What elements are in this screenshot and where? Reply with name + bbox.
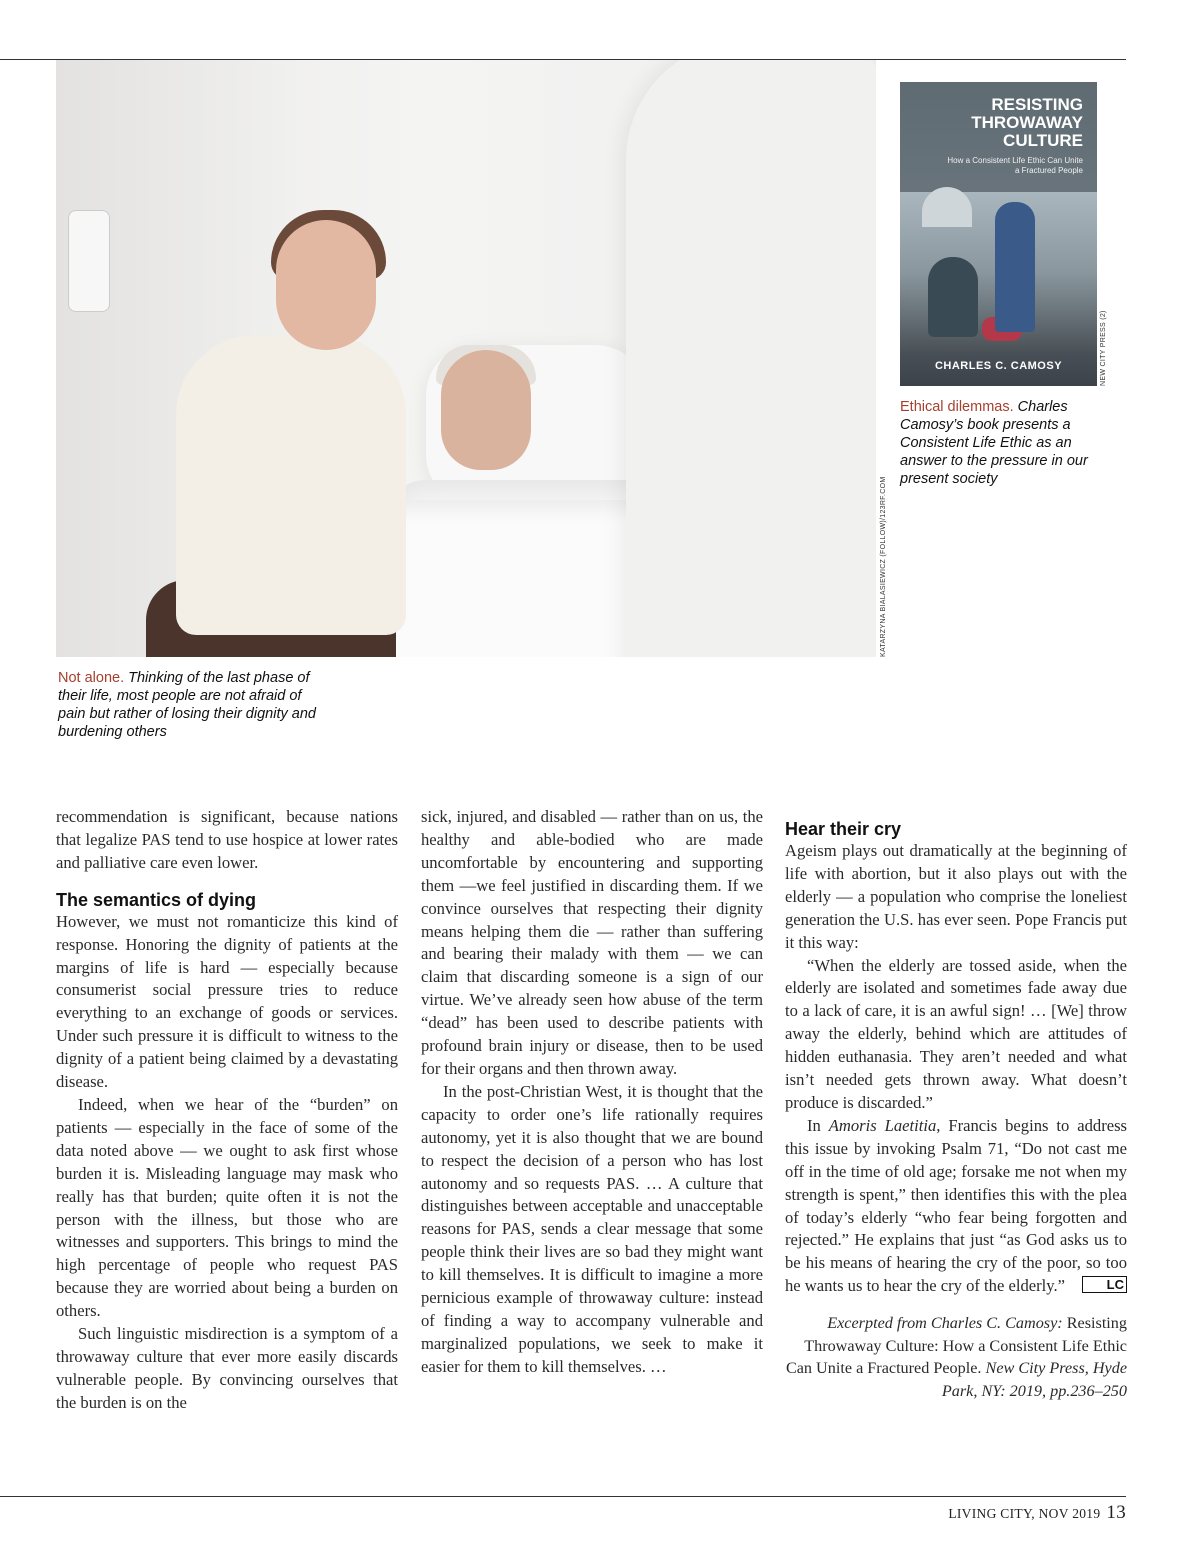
book-title bbox=[971, 96, 1083, 150]
excerpt-credit-c: New City Press, Hyde Park, NY: 2019, pp.236–250 bbox=[941, 1359, 1127, 1400]
end-mark-logo: LC bbox=[1082, 1276, 1127, 1293]
paragraph-text: In bbox=[807, 1115, 829, 1135]
quote-paragraph: “When the elderly are tossed aside, when the elderly are isolated and sometimes fade away due to a lack of care, it is an awful sign! … [We] throw away the elderly, behind which are attitudes of hidden euthanasia. They aren’t needed and what isn’t needed gets thrown away. What doesn’t produce is discarded.” bbox=[785, 955, 1127, 1112]
page-number: 13 bbox=[1106, 1502, 1126, 1523]
excerpt-credit-a: Excerpted from Charles C. Camosy: bbox=[827, 1314, 1067, 1333]
book-title-line: CULTURE bbox=[1003, 131, 1083, 150]
article-column-1 bbox=[56, 806, 398, 1415]
book-title-line: THROWAWAY bbox=[971, 113, 1083, 132]
paragraph: recommendation is significant, because nations that legalize PAS tend to use hospice at lower rates and palliative care even lower. bbox=[56, 807, 398, 872]
photo-caption bbox=[58, 669, 328, 741]
paragraph bbox=[785, 1115, 1127, 1298]
book-cover-seated-figure bbox=[928, 257, 978, 337]
book-caption-lead: Ethical dilemmas. bbox=[900, 399, 1014, 415]
iv-bag-icon bbox=[68, 210, 110, 312]
photo-credit: KATARZYNA BIALASIEWICZ (FOLLOW)/123RF.COM bbox=[880, 476, 887, 657]
photo-caption-lead: Not alone. bbox=[58, 670, 125, 686]
book-author: CHARLES C. CAMOSY bbox=[934, 360, 1063, 372]
photo-woman-body bbox=[176, 335, 406, 635]
photo-doctor bbox=[626, 60, 876, 657]
paragraph: In the post-Christian West, it is thought that the capacity to order one’s life rationally requires autonomy, yet it is also thought that we are bound to respect the decision of a person who has lost autonomy and so requests PAS. … A culture that distinguishes between acceptable and unacceptable reasons for PAS, sends a clear message that some people think their lives are so bad they might want to kill themselves. It is difficult to imagine a more pernicious example of throwaway culture: instead of finding a way to accompany vulnerable and marginalized populations, we seek to make it easier for them to kill themselves. … bbox=[421, 1081, 763, 1376]
article-column-3 bbox=[785, 806, 1127, 1402]
photo-caption-text: Thinking of the last phase of their life, most people are not afraid of pain but rather of losing their dignity and burdening others bbox=[58, 670, 316, 740]
document-title-italic: Amoris Laetitia bbox=[828, 1115, 937, 1135]
book-cover bbox=[900, 82, 1097, 386]
paragraph: Ageism plays out dramatically at the beginning of life with abortion, but it also plays out with the elderly — a population who comprise the loneliest generation the U.S. has ever seen. Pope Francis put it this way: bbox=[785, 841, 1127, 952]
paragraph: However, we must not romanticize this kind of response. Honoring the dignity of patients at the margins of life is hard — especially because consumerist social pressure tries to reduce everything to an exchange of goods or services. Under such pressure it is difficult to witness to the dignity of a patient being claimed by a devastating disease. bbox=[56, 911, 398, 1092]
book-title-line: RESISTING bbox=[991, 95, 1083, 114]
paragraph: Such linguistic misdirection is a symptom of a throwaway culture that ever more easily discards vulnerable people. By convincing ourselves that the burden is on the bbox=[56, 1324, 398, 1412]
photo-woman-head bbox=[276, 220, 376, 350]
excerpt-credit-b: Resisting Throwaway Culture: How a Consistent Life Ethic Can Unite a Fractured People. bbox=[785, 1314, 1127, 1378]
excerpt-credit bbox=[785, 1312, 1127, 1402]
article-column-2 bbox=[421, 806, 763, 1379]
book-subtitle: How a Consistent Life Ethic Can Unite a Fractured People bbox=[947, 156, 1083, 175]
photo-man-head bbox=[441, 350, 531, 470]
paragraph: Indeed, when we hear of the “burden” on patients — especially in the face of some of the data noted above — we ought to ask first whose burden it is. Misleading language may mask who really has that burden; quite often it is not the person with the illness, but those who are witnesses and supporters. This brings to mind the high percentage of people who request PAS because they are worried about being a burden on others. bbox=[56, 1094, 398, 1321]
book-caption-text: Charles Camosy’s book presents a Consistent Life Ethic as an answer to the pressure in our present society bbox=[900, 399, 1088, 487]
magazine-issue: LIVING CITY, NOV 2019 bbox=[948, 1506, 1101, 1521]
page-footer bbox=[948, 1502, 1126, 1524]
book-cover-standing-figure bbox=[995, 202, 1035, 332]
bottom-rule bbox=[0, 1496, 1126, 1497]
hospital-photo bbox=[56, 60, 876, 657]
paragraph: sick, injured, and disabled — rather than on us, the healthy and able-bodied who are made uncomfortable by encountering and supporting them —we feel justified in discarding them. If we convince ourselves that respecting their dignity means helping them die — rather than suffering and bearing their malady with them — we can claim that discarding someone is a sign of our virtue. We’ve already seen how abuse of the term “dead” has been used to describe patients with profound brain injury or disease, then to be used for their organs and then thrown away. bbox=[421, 807, 763, 1078]
section-heading: Hear their cry bbox=[785, 819, 902, 839]
paragraph-text: , Francis begins to address this issue by invoking Psalm 71, “Do not cast me off in the time of old age; forsake me not when my strength is spent,” then identifies this with the plea of today’s elderly “who fear being forgotten and rejected.” He explains that just “as God asks us to be his means of hearing the cry of the poor, so too he wants us to hear the cry of the elderly.” bbox=[785, 1115, 1127, 1296]
section-heading: The semantics of dying bbox=[56, 889, 257, 910]
book-caption bbox=[900, 398, 1090, 488]
book-credit: NEW CITY PRESS (2) bbox=[1100, 310, 1107, 386]
